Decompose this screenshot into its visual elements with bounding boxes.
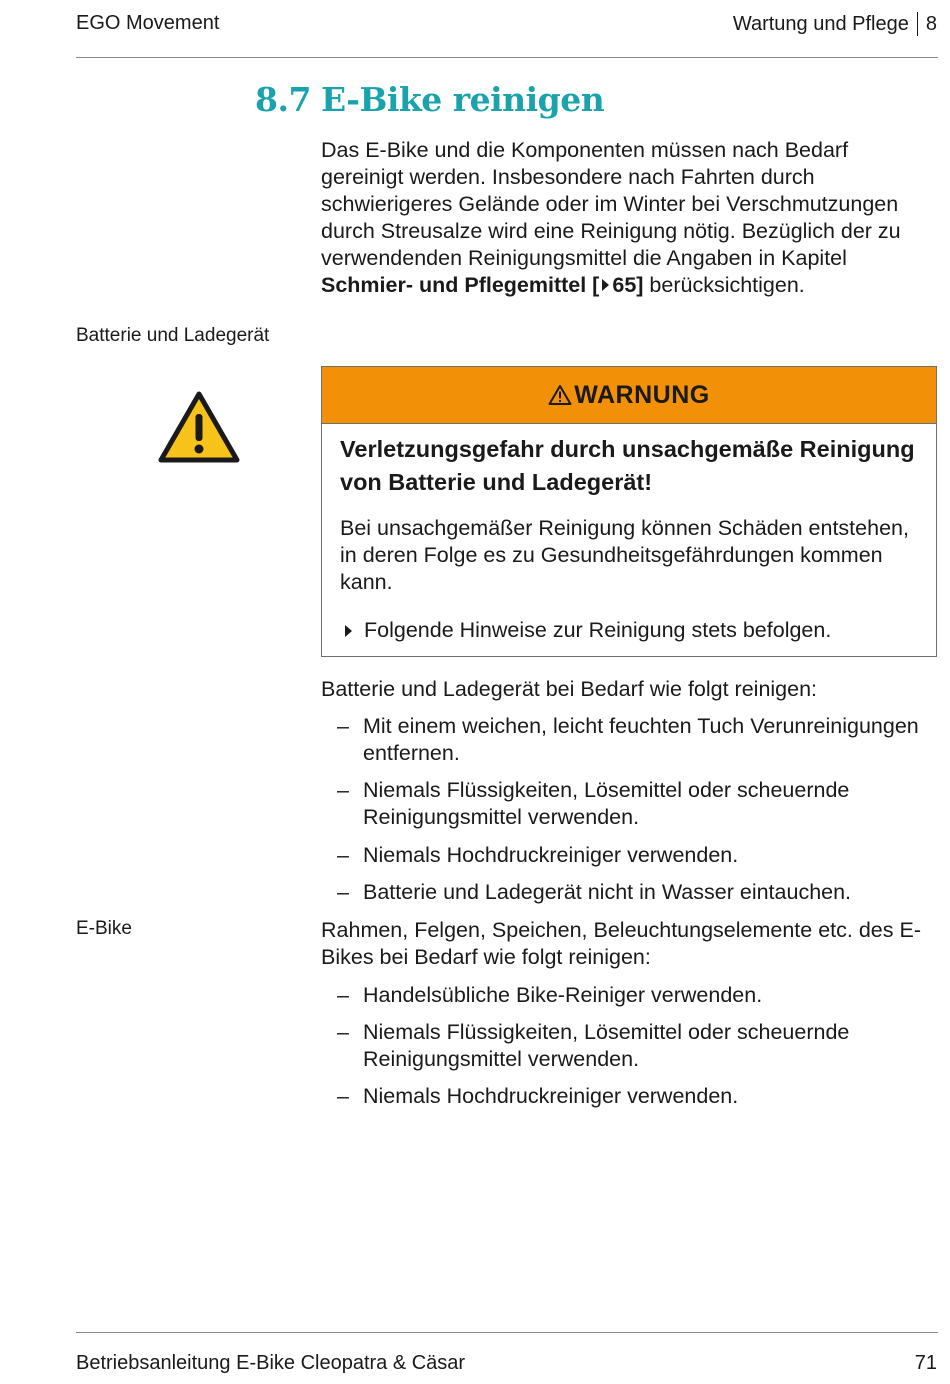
list-item: [337, 1083, 923, 1110]
warning-instruction: [340, 617, 831, 644]
list-item: [337, 879, 923, 906]
ebike-cleaning-intro: Rahmen, Felgen, Speichen, Beleuchtungselemente etc. des E-Bikes bei Bedarf wie folgt reinigen:: [321, 918, 921, 969]
section-number: 8.7: [255, 80, 311, 119]
list-item: [337, 842, 923, 869]
header-rule: [76, 57, 938, 58]
chapter-cross-reference[interactable]: [321, 273, 643, 297]
page-arrow-icon: [602, 279, 609, 291]
header-brand: EGO Movement: [76, 12, 220, 34]
warning-title: Verletzungsgefahr durch unsachgemäße Reinigung von Batterie und Ladegerät!: [340, 436, 915, 495]
list-item-text: Niemals Flüssigkeiten, Lösemittel oder scheuernde Reinigungsmittel verwenden.: [363, 1020, 850, 1071]
list-dash: –: [337, 1020, 349, 1044]
list-item-text: Mit einem weichen, leicht feuchten Tuch Verunreinigungen entfernen.: [363, 714, 919, 765]
list-item: [337, 777, 923, 831]
footer-document-title: Betriebsanleitung E-Bike Cleopatra & Cäsar: [76, 1352, 466, 1374]
list-dash: –: [337, 778, 349, 802]
list-dash: –: [337, 1084, 349, 1108]
side-label-battery: Batterie und Ladegerät: [76, 325, 270, 346]
intro-text: Das E-Bike und die Komponenten müssen nach Bedarf gereinigt werden. Insbesondere nach Fahrten durch schwierigeres Gelände oder im Winter bei Verschmutzungen durch Streusalze wird eine Reinigung nötig. Bezüglich der zu verwendenden Reinigungsmittel die Angaben in Kapitel: [321, 138, 901, 270]
warning-instruction-text: Folgende Hinweise zur Reinigung stets befolgen.: [364, 618, 832, 642]
list-dash: –: [337, 880, 349, 904]
warning-box: [321, 366, 937, 657]
intro-paragraph: [321, 137, 921, 299]
list-item-text: Niemals Hochdruckreiniger verwenden.: [363, 843, 739, 867]
footer-rule: [76, 1332, 938, 1333]
instruction-arrow-icon: [345, 625, 352, 637]
list-item-text: Niemals Hochdruckreiniger verwenden.: [363, 1084, 739, 1108]
list-item-text: Batterie und Ladegerät nicht in Wasser eintauchen.: [363, 880, 852, 904]
header-chapter-number: 8: [925, 12, 937, 35]
list-item-text: Handelsübliche Bike-Reiniger verwenden.: [363, 983, 763, 1007]
list-item-text: Niemals Flüssigkeiten, Lösemittel oder scheuernde Reinigungsmittel verwenden.: [363, 778, 850, 829]
cross-reference-label: Schmier- und Pflegemittel [: [321, 273, 600, 297]
header-divider: [917, 12, 918, 36]
list-dash: –: [337, 983, 349, 1007]
battery-cleaning-intro: Batterie und Ladegerät bei Bedarf wie folgt reinigen:: [321, 677, 818, 701]
warning-triangle-icon: [548, 384, 572, 406]
warning-header: [322, 367, 936, 424]
list-dash: –: [337, 714, 349, 738]
section-title: E-Bike reinigen: [321, 80, 605, 119]
cross-reference-page: 65]: [612, 273, 644, 297]
list-item: [337, 982, 923, 1009]
side-label-ebike: E-Bike: [76, 918, 132, 939]
list-item: [337, 713, 923, 767]
warning-text: Bei unsachgemäßer Reinigung können Schäden entstehen, in deren Folge es zu Gesundheitsgefährdungen kommen kann.: [340, 516, 909, 594]
hazard-warning-icon: [157, 390, 241, 464]
header-section: [733, 12, 937, 36]
footer-page-number: 71: [914, 1352, 937, 1374]
warning-heading: WARNUNG: [574, 380, 710, 409]
intro-text-end: berücksichtigen.: [643, 273, 805, 297]
list-item: [337, 1019, 923, 1073]
list-dash: –: [337, 843, 349, 867]
header-section-title: Wartung und Pflege: [732, 12, 909, 35]
